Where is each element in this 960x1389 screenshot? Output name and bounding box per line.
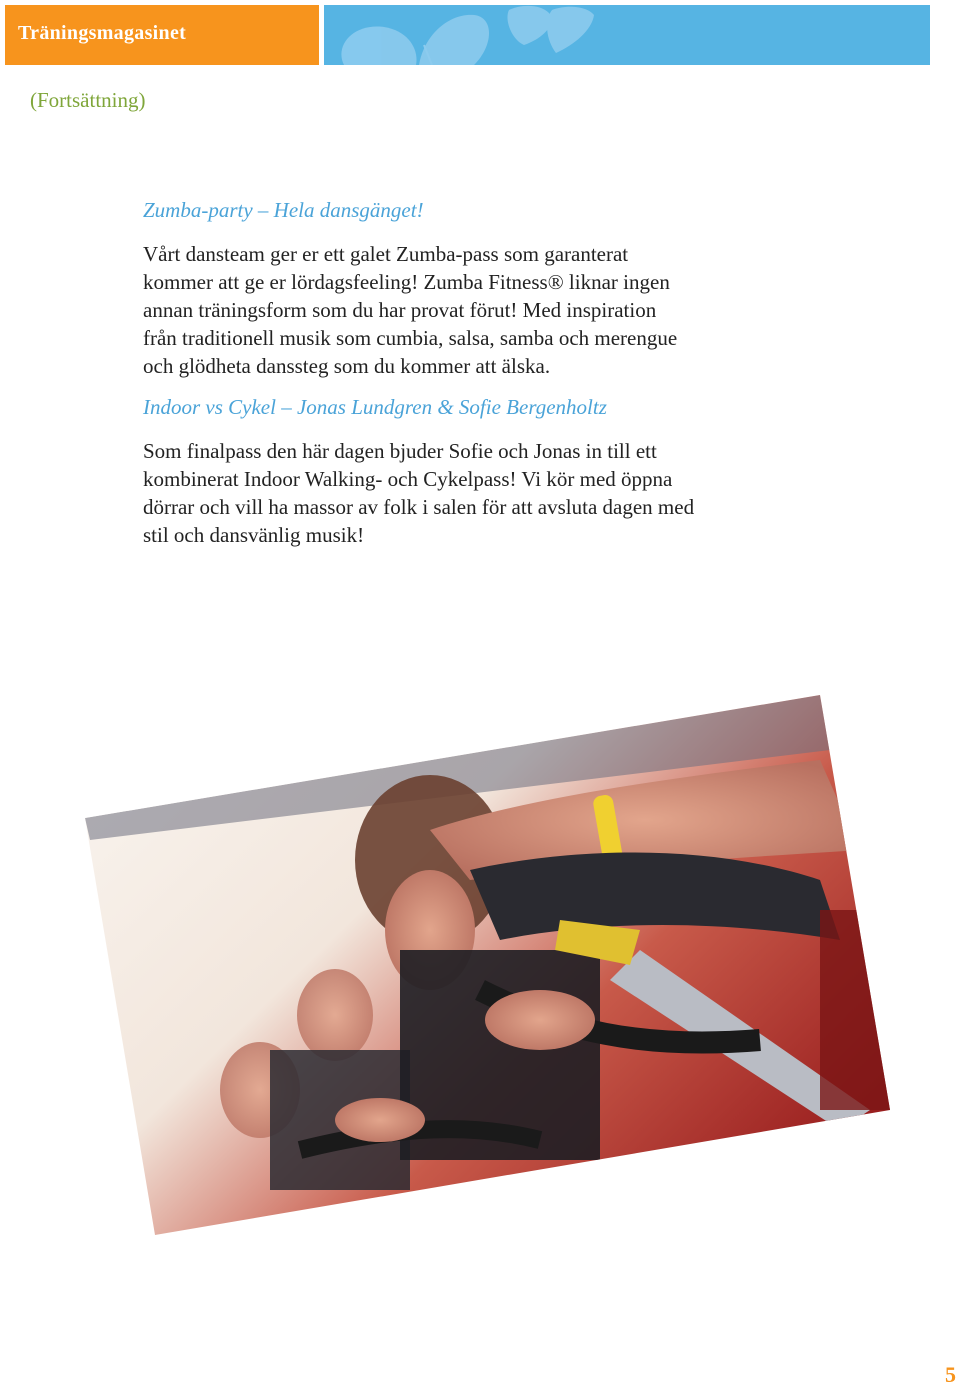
text-line: dörrar och vill ha massor av folk i salen för att avsluta dagen med: [143, 495, 695, 519]
text-line: kombinerat Indoor Walking- och Cykelpass! Vi kör med öppna: [143, 467, 673, 491]
text-line: Som finalpass den här dagen bjuder Sofie och Jonas in till ett: [143, 439, 657, 463]
page-number: 5: [945, 1362, 956, 1387]
section-heading-zumba: Zumba-party – Hela dansgänget!: [143, 198, 424, 222]
magazine-title: Träningsmagasinet: [18, 22, 187, 44]
continued-label: (Fortsättning): [30, 88, 146, 112]
spinning-class-photo: [0, 690, 960, 1250]
text-line: kommer att ge er lördagsfeeling! Zumba Fitness® liknar ingen: [143, 270, 670, 294]
section-body-zumba: [143, 240, 823, 380]
butterfly-icon: [324, 5, 930, 65]
section-body-indoor: [143, 437, 823, 549]
text-line: annan träningsform som du har provat förut! Med inspiration: [143, 298, 657, 322]
text-line: från traditionell musik som cumbia, salsa, samba och merengue: [143, 326, 678, 350]
text-line: stil och dansvänlig musik!: [143, 523, 365, 547]
header-blue-bar: [324, 5, 930, 65]
section-heading-indoor: Indoor vs Cykel – Jonas Lundgren & Sofie Bergenholtz: [143, 395, 607, 419]
text-line: Vårt dansteam ger er ett galet Zumba-pass som garanterat: [143, 242, 629, 266]
text-line: och glödheta danssteg som du kommer att älska.: [143, 354, 551, 378]
